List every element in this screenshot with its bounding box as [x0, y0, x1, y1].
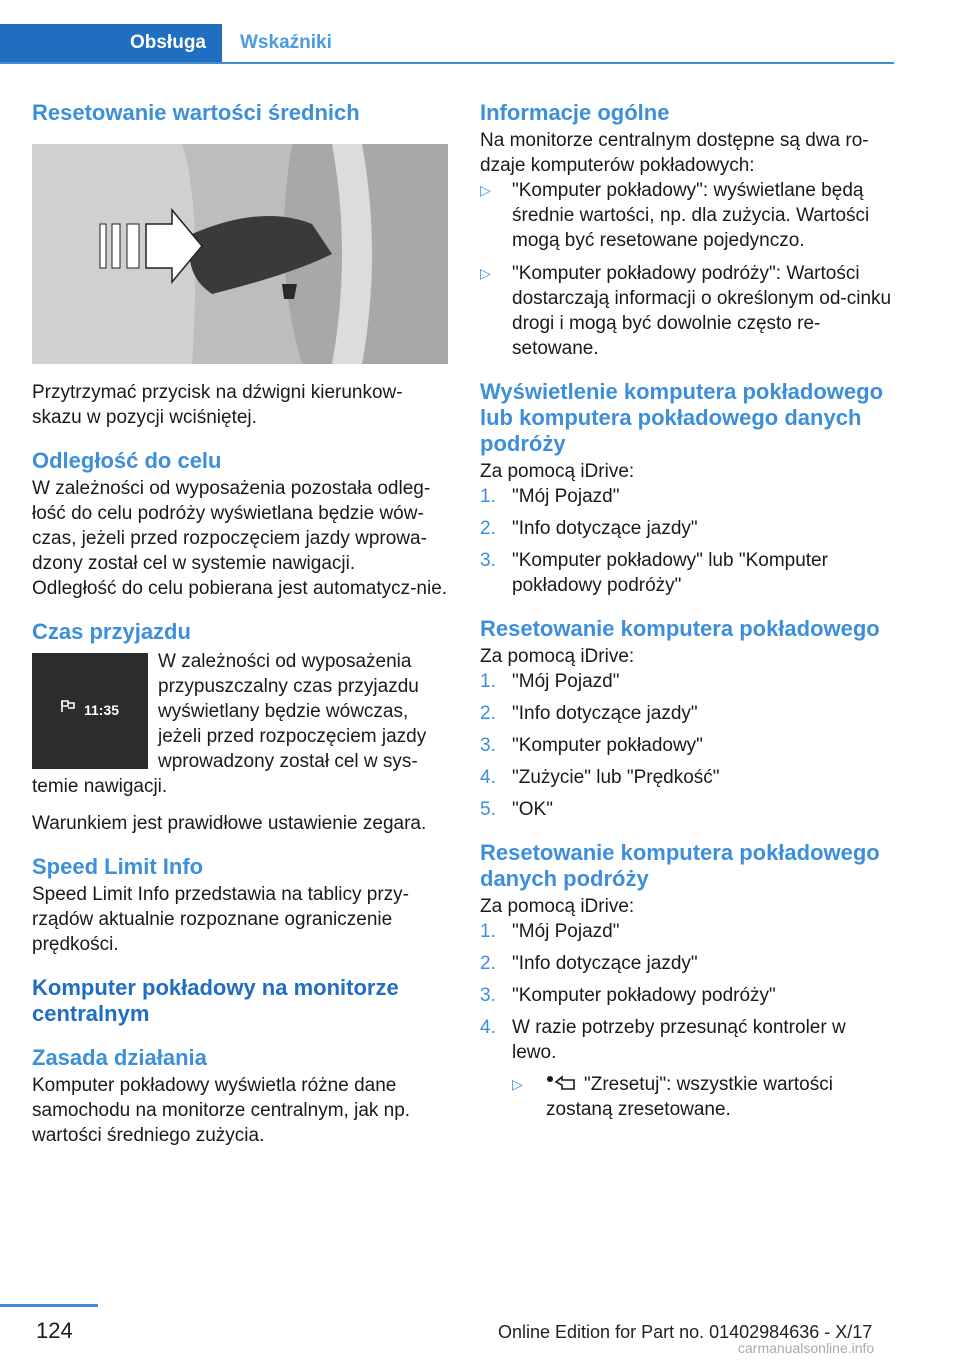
reset-trip-steps	[480, 919, 894, 1065]
text-hold-button: Przytrzymać przycisk na dźwigni kierunkow-skazu w pozycji wciśniętej.	[32, 382, 403, 428]
watermark-text: carmanualsonline.info	[738, 1340, 875, 1356]
heading-display: Wyświetlenie komputera pokładowego lub komputera pokładowego danych podróży	[480, 379, 884, 456]
footer-rule	[0, 1304, 98, 1307]
list-item: 4. W razie potrzeby przesunąć kontroler w lewo.	[480, 1017, 846, 1063]
text-speed-limit: Speed Limit Info przedstawia na tablicy przy-rządów aktualnie rozpoznane ograniczenie prędkości.	[32, 884, 410, 955]
list-item: 2. "Info dotyczące jazdy"	[480, 953, 698, 974]
text-idrive-1: Za pomocą iDrive:	[480, 461, 635, 482]
triangle-bullet-icon: ▷	[480, 182, 491, 198]
arrival-block	[32, 649, 448, 799]
heading-reset-trip: Resetowanie komputera pokładowego danych podróży	[480, 840, 880, 891]
heading-principle: Zasada działania	[32, 1045, 207, 1070]
heading-arrival: Czas przyjazdu	[32, 619, 191, 644]
list-item: 1. "Mój Pojazd"	[480, 486, 620, 507]
edition-text: Online Edition for Part no. 01402984636 - X/17	[498, 1322, 873, 1342]
heading-reset-averages: Resetowanie wartości średnich	[32, 100, 360, 125]
heading-general: Informacje ogólne	[480, 100, 670, 125]
heading-computer-central: Komputer pokładowy na monitorze centralnym	[32, 975, 399, 1026]
nested-reset-item: ▷ "Zresetuj": wszystkie wartości zostaną zresetowane.	[512, 1074, 833, 1120]
text-idrive-3: Za pomocą iDrive:	[480, 896, 635, 917]
list-item: 3. "Komputer pokładowy"	[480, 735, 703, 756]
list-item: 3. "Komputer pokładowy podróży"	[480, 985, 776, 1006]
tab-obsluga[interactable]: Obsługa	[0, 24, 222, 62]
list-item: 2. "Info dotyczące jazdy"	[480, 703, 698, 724]
right-column	[480, 100, 894, 1122]
text-principle: Komputer pokładowy wyświetla różne dane samochodu na monitorze centralnym, jak np. wartości średniego zużycia.	[32, 1075, 411, 1146]
list-item: ▷ "Komputer pokładowy": wyświetlane będą średnie wartości, np. dla zużycia. Wartości mogą być resetowane pojedynczo.	[480, 180, 870, 251]
turn-signal-lever-illustration	[32, 144, 448, 364]
left-column	[32, 100, 448, 1148]
list-item: 3. "Komputer pokładowy" lub "Komputer pokładowy podróży"	[480, 550, 828, 596]
reset-computer-steps	[480, 669, 894, 822]
heading-reset-computer: Resetowanie komputera pokładowego	[480, 616, 880, 641]
lever-photo	[32, 144, 448, 364]
text-arrival: W zależności od wyposażenia przypuszczalny czas przyjazdu wyświetlany będzie wówczas, jeżeli przed rozpoczęciem jazdy wprowadzony został cel w sys-temie nawigacji.	[32, 651, 427, 797]
triangle-bullet-icon: ▷	[480, 265, 491, 281]
flag-icon	[60, 699, 76, 713]
heading-speed-limit: Speed Limit Info	[32, 854, 204, 879]
triangle-bullet-icon: ▷	[512, 1076, 523, 1092]
tab-wskazniki[interactable]: Wskaźniki	[240, 32, 332, 53]
text-distance-2: Odległość do celu pobierana jest automatycz-nie.	[32, 578, 448, 599]
list-item: 1. "Mój Pojazd"	[480, 671, 620, 692]
display-steps	[480, 484, 894, 598]
arrival-clock: 11:35	[84, 702, 120, 718]
page-number: 124	[36, 1318, 73, 1343]
list-item: 1. "Mój Pojazd"	[480, 921, 620, 942]
text-clock-condition: Warunkiem jest prawidłowe ustawienie zegara.	[32, 813, 427, 834]
text-distance-1: W zależności od wyposażenia pozostała odleg-łość do celu podróży wyświetlana będzie wów-czas, jeżeli przed rozpoczęciem jazdy wprowa-dzony został cel w systemie nawigacji.	[32, 478, 431, 574]
reset-symbol-icon	[546, 1074, 578, 1092]
text-general: Na monitorze centralnym dostępne są dwa ro-dzaje komputerów pokładowych:	[480, 130, 869, 176]
list-item: ▷ "Komputer pokładowy podróży": Wartości dostarczają informacji o określonym od-cinku drogi i mogą być dowolnie często re-setowane.	[480, 263, 892, 359]
chapter-tabs	[0, 24, 894, 64]
computer-types-list	[480, 178, 894, 361]
heading-distance: Odległość do celu	[32, 448, 222, 473]
text-idrive-2: Za pomocą iDrive:	[480, 646, 635, 667]
list-item: 5. "OK"	[480, 799, 553, 820]
list-item: 4. "Zużycie" lub "Prędkość"	[480, 767, 720, 788]
list-item: 2. "Info dotyczące jazdy"	[480, 518, 698, 539]
arrival-time-display	[32, 653, 148, 769]
